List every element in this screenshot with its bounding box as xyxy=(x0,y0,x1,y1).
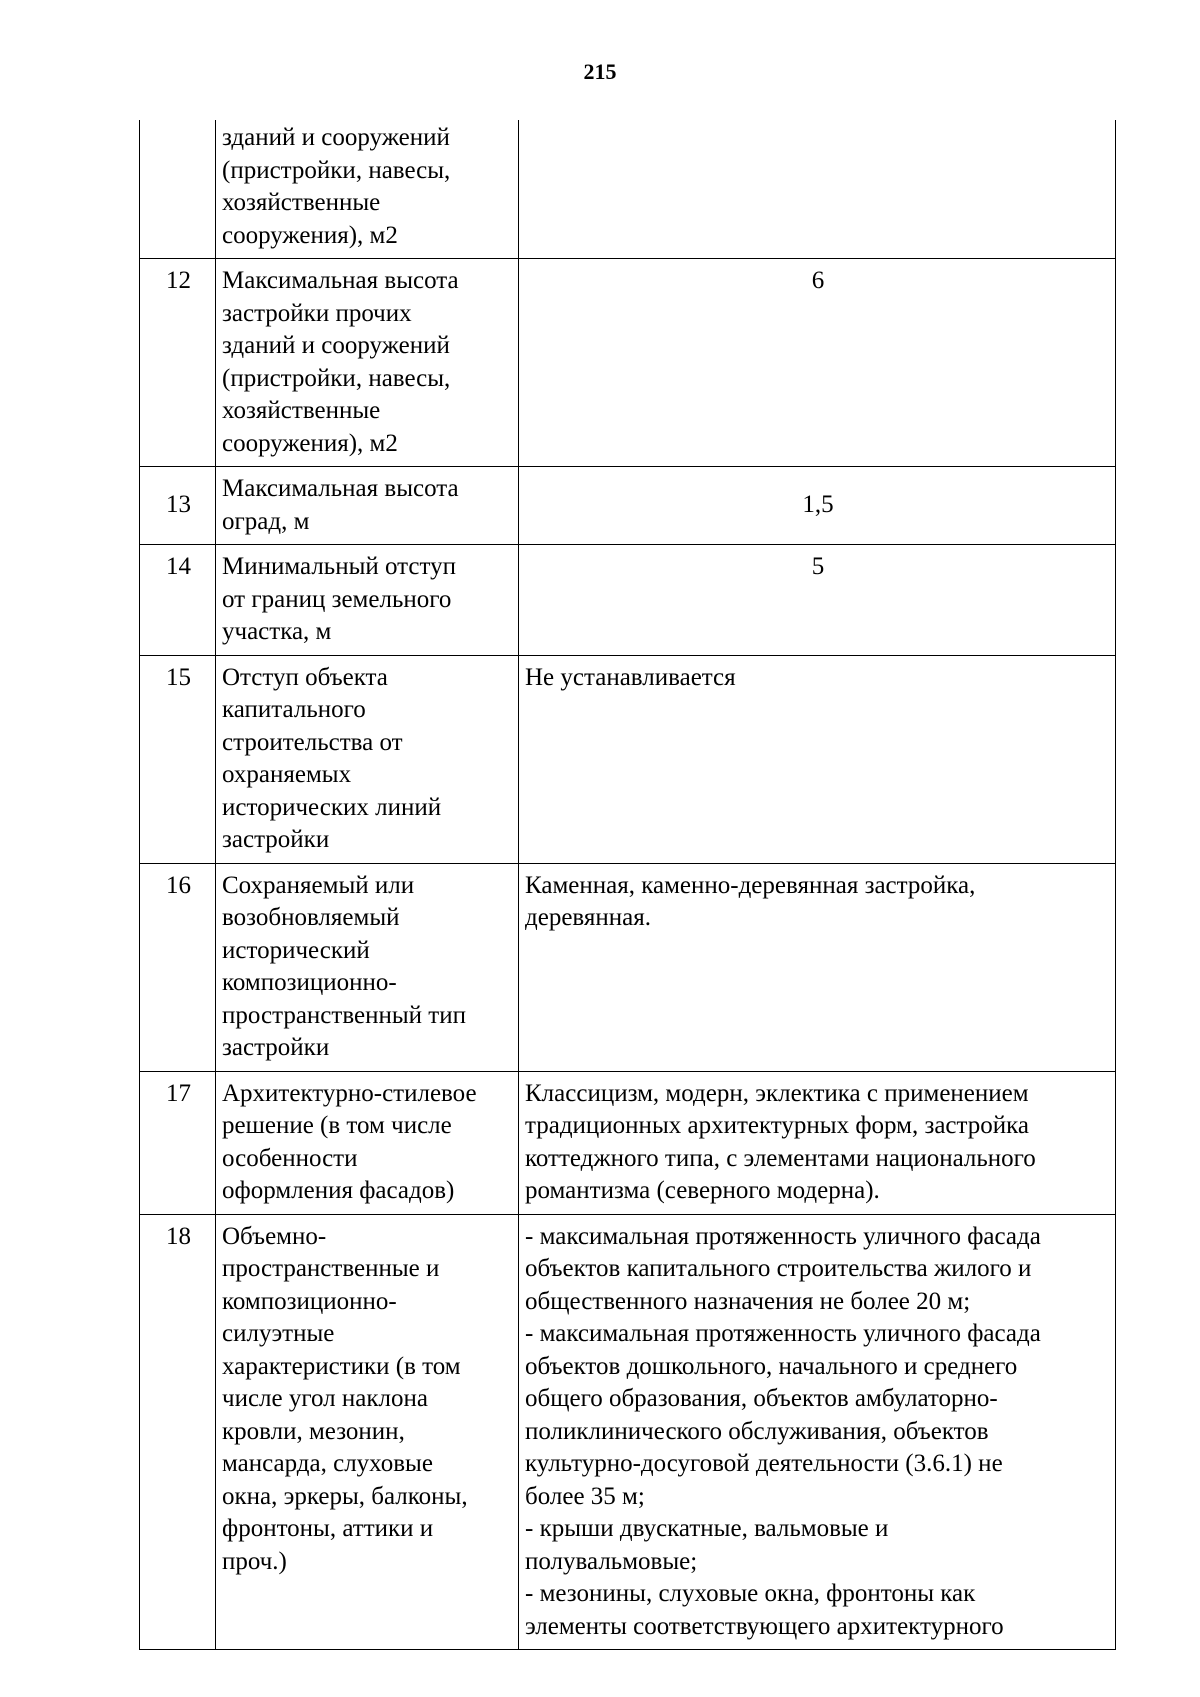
parameter-line: пространственные и xyxy=(222,1255,440,1282)
parameter-cell xyxy=(216,467,519,545)
parameter-cell xyxy=(216,655,519,863)
value-line: более 35 м; xyxy=(525,1482,645,1510)
parameter-line: застройки xyxy=(222,826,330,853)
table-row xyxy=(140,863,1116,1071)
value-line: 6 xyxy=(811,267,825,294)
parameter-line: Минимальный отступ xyxy=(222,553,456,580)
parameter-line: сооружения), м2 xyxy=(222,221,398,249)
value-cell xyxy=(519,1071,1116,1214)
parameter-line: охраняемых xyxy=(222,761,352,788)
parameter-line: участка, м xyxy=(222,618,332,645)
value-line: Классицизм, модерн, эклектика с применением xyxy=(525,1079,1029,1107)
parameter-line: (пристройки, навесы, xyxy=(222,156,451,184)
parameter-line: фронтоны, аттики и xyxy=(222,1515,434,1542)
row-number-cell: 15 xyxy=(140,655,216,863)
parameter-line: кровли, мезонин, xyxy=(222,1417,405,1445)
value-line: - максимальная протяженность уличного фасада xyxy=(525,1222,1041,1250)
row-number-cell xyxy=(140,120,216,259)
table-row xyxy=(140,655,1116,863)
parameter-line: Максимальная высота xyxy=(222,475,459,502)
value-cell xyxy=(519,120,1116,259)
parameter-line: окна, эркеры, балконы, xyxy=(222,1482,468,1510)
value-cell xyxy=(519,863,1116,1071)
value-cell xyxy=(519,1214,1116,1650)
parameter-line: застройки xyxy=(222,1034,330,1061)
value-cell xyxy=(519,259,1116,467)
parameter-cell xyxy=(216,1214,519,1650)
value-line: - мезонины, слуховые окна, фронтоны как xyxy=(525,1580,976,1607)
page-number: 215 xyxy=(583,59,617,84)
parameter-line: решение (в том числе xyxy=(222,1112,452,1139)
value-cell xyxy=(519,655,1116,863)
parameter-line: пространственный тип xyxy=(222,1001,466,1029)
row-number-cell: 17 xyxy=(140,1071,216,1214)
parameter-line: характеристики (в том xyxy=(222,1352,461,1380)
table-body xyxy=(140,120,1116,1650)
parameter-line: сооружения), м2 xyxy=(222,429,398,457)
parameter-line: числе угол наклона xyxy=(222,1385,428,1412)
value-line: романтизма (северного модерна). xyxy=(525,1177,880,1204)
parameter-line: оформления фасадов) xyxy=(222,1177,455,1204)
value-line: деревянная. xyxy=(525,904,651,931)
value-line: объектов капитального строительства жилого и xyxy=(525,1255,1032,1282)
value-line: полувальмовые; xyxy=(525,1547,698,1575)
parameter-line: хозяйственные xyxy=(222,189,381,216)
table-row xyxy=(140,1071,1116,1214)
value-line: объектов дошкольного, начального и среднего xyxy=(525,1352,1018,1380)
parameter-line: хозяйственные xyxy=(222,397,381,424)
value-cell xyxy=(519,467,1116,545)
value-line: коттеджного типа, с элементами национального xyxy=(525,1144,1036,1172)
parameter-line: композиционно- xyxy=(222,969,397,996)
value-line: культурно-досуговой деятельности (3.6.1) не xyxy=(525,1450,1003,1477)
value-line: 5 xyxy=(811,553,825,580)
parameter-line: Отступ объекта xyxy=(222,663,388,691)
parameter-line: Объемно- xyxy=(222,1222,327,1250)
parameter-line: от границ земельного xyxy=(222,585,452,613)
parameter-line: композиционно- xyxy=(222,1287,397,1315)
table-row xyxy=(140,545,1116,656)
value-line: поликлинического обслуживания, объектов xyxy=(525,1417,989,1445)
value-line: - крыши двускатные, вальмовые и xyxy=(525,1515,889,1542)
parameter-cell xyxy=(216,863,519,1071)
parameter-line: зданий и сооружений xyxy=(222,124,450,151)
parameter-line: исторических линий xyxy=(222,793,442,821)
parameter-line: Максимальная высота xyxy=(222,267,459,294)
value-line: общественного назначения не более 20 м; xyxy=(525,1287,971,1315)
row-number-cell: 18 xyxy=(140,1214,216,1650)
row-number-cell: 16 xyxy=(140,863,216,1071)
value-line: Не устанавливается xyxy=(525,663,736,691)
table-row xyxy=(140,259,1116,467)
parameter-line: мансарда, слуховые xyxy=(222,1450,433,1477)
value-line: элементы соответствующего архитектурного xyxy=(525,1612,1004,1640)
parameter-line: силуэтные xyxy=(222,1320,335,1347)
table-row xyxy=(140,467,1116,545)
parameter-line: оград, м xyxy=(222,507,310,535)
parameter-line: исторический xyxy=(222,936,370,964)
value-line: традиционных архитектурных форм, застройка xyxy=(525,1112,1030,1139)
parameter-cell xyxy=(216,259,519,467)
value-line: Каменная, каменно-деревянная застройка, xyxy=(525,871,976,899)
value-cell xyxy=(519,545,1116,656)
table-row xyxy=(140,1214,1116,1650)
value-line: общего образования, объектов амбулаторно- xyxy=(525,1385,998,1412)
parameter-line: проч.) xyxy=(222,1547,287,1575)
parameter-line: Сохраняемый или xyxy=(222,871,415,899)
value-line: 1,5 xyxy=(802,491,834,519)
value-line: - максимальная протяженность уличного фасада xyxy=(525,1320,1041,1347)
parameter-line: капитального xyxy=(222,696,366,723)
row-number-cell: 14 xyxy=(140,545,216,656)
parameter-line: зданий и сооружений xyxy=(222,332,450,359)
parameter-line: (пристройки, навесы, xyxy=(222,364,451,392)
parameter-line: строительства от xyxy=(222,728,403,756)
parameter-line: возобновляемый xyxy=(222,904,400,931)
parameter-line: особенности xyxy=(222,1144,358,1172)
parameter-cell xyxy=(216,545,519,656)
table-row xyxy=(140,120,1116,259)
row-number-cell: 13 xyxy=(140,467,216,545)
parameter-cell xyxy=(216,1071,519,1214)
parameter-line: Архитектурно-стилевое xyxy=(222,1079,477,1107)
parameters-table xyxy=(139,120,1116,1650)
row-number-cell: 12 xyxy=(140,259,216,467)
parameter-cell xyxy=(216,120,519,259)
parameter-line: застройки прочих xyxy=(222,299,412,327)
